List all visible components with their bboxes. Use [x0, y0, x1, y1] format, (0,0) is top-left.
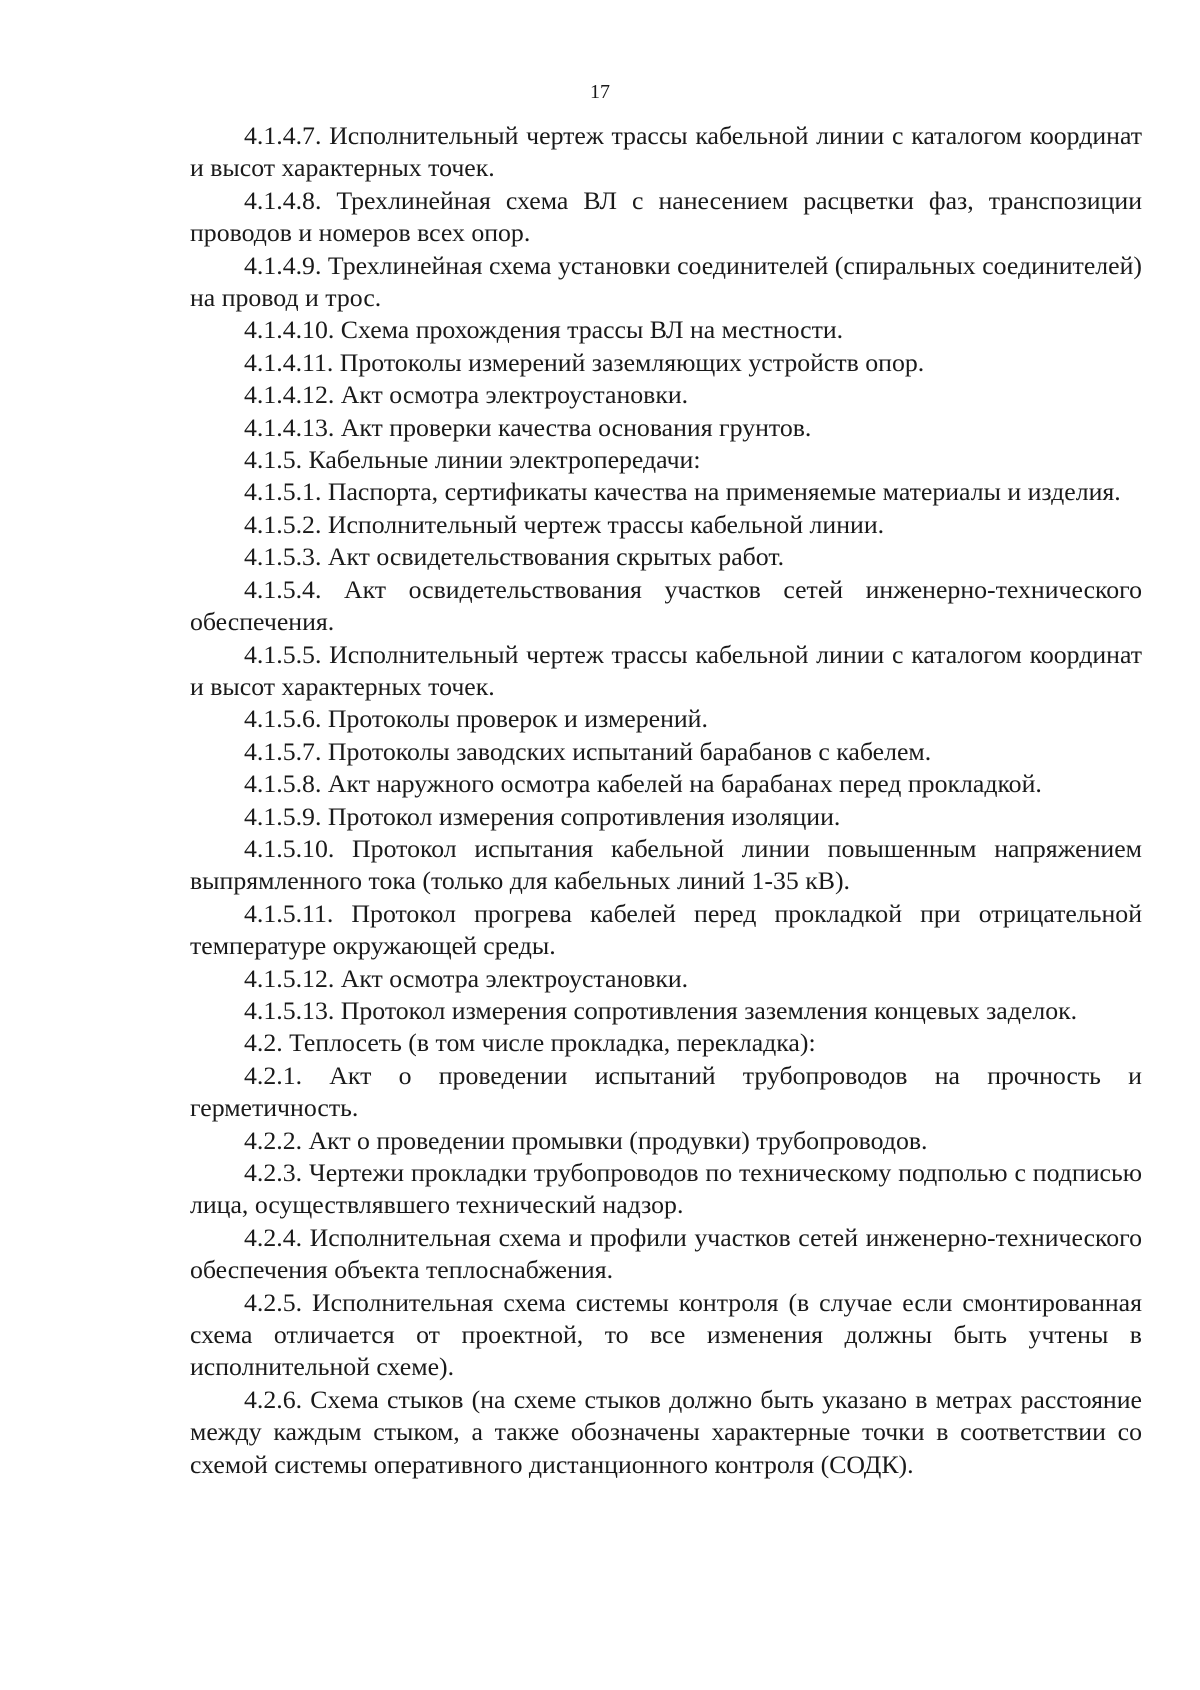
- paragraph-4-1-4-11: 4.1.4.11. Протоколы измерений заземляющих устройств опор.: [244, 347, 925, 377]
- paragraph-4-1-5-7: 4.1.5.7. Протоколы заводских испытаний барабанов с кабелем.: [244, 736, 932, 766]
- paragraph-4-1-5-10: 4.1.5.10. Протокол испытания кабельной линии повышенным напряжением выпрямленного тока (только для кабельных линий 1-35 кВ).: [190, 833, 1142, 896]
- paragraph-4-1-4-7: 4.1.4.7. Исполнительный чертеж трассы кабельной линии с каталогом координат и высот характерных точек.: [190, 121, 1142, 183]
- paragraph-4-1-5-1: 4.1.5.1. Паспорта, сертификаты качества на применяемые материалы и изделия.: [244, 477, 1121, 507]
- paragraph-4-1-4-10: 4.1.4.10. Схема прохождения трассы ВЛ на местности.: [244, 315, 844, 345]
- paragraph-4-1-5-13: 4.1.5.13. Протокол измерения сопротивления заземления концевых заделок.: [244, 995, 1078, 1025]
- paragraph-4-2-4: 4.2.4. Исполнительная схема и профили участков сетей инженерно-технического обеспечения объекта теплоснабжения.: [190, 1222, 1142, 1285]
- paragraph-4-1-5-8: 4.1.5.8. Акт наружного осмотра кабелей на барабанах перед прокладкой.: [244, 769, 1042, 799]
- document-body: [190, 120, 1142, 1481]
- paragraph-4-2-3: 4.2.3. Чертежи прокладки трубопроводов по техническому подполью с подписью лица, осуществлявшего технический надзор.: [190, 1158, 1142, 1220]
- section-heading-4-2: 4.2. Теплосеть (в том числе прокладка, перекладка):: [244, 1028, 816, 1058]
- paragraph-4-1-4-13: 4.1.4.13. Акт проверки качества основания грунтов.: [244, 412, 812, 442]
- paragraph-4-2-5: 4.2.5. Исполнительная схема системы контроля (в случае если смонтированная схема отличается от проектной, то все изменения должны быть учтены в исполнительной схеме).: [190, 1287, 1142, 1382]
- page-number: 17: [590, 81, 610, 103]
- section-heading-4-1-5: 4.1.5. Кабельные линии электропередачи:: [244, 445, 701, 475]
- paragraph-4-1-4-9: 4.1.4.9. Трехлинейная схема установки соединителей (спиральных соединителей) на провод и трос.: [190, 250, 1142, 313]
- paragraph-4-1-5-5: 4.1.5.5. Исполнительный чертеж трассы кабельной линии с каталогом координат и высот характерных точек.: [190, 639, 1142, 701]
- paragraph-4-2-1: 4.2.1. Акт о проведении испытаний трубопроводов на прочность и герметичность.: [190, 1060, 1142, 1123]
- paragraph-4-1-5-12: 4.1.5.12. Акт осмотра электроустановки.: [244, 963, 689, 993]
- paragraph-4-1-5-2: 4.1.5.2. Исполнительный чертеж трассы кабельной линии.: [244, 509, 885, 539]
- paragraph-4-2-2: 4.2.2. Акт о проведении промывки (продувки) трубопроводов.: [244, 1125, 928, 1155]
- paragraph-4-1-5-6: 4.1.5.6. Протоколы проверок и измерений.: [244, 704, 708, 734]
- paragraph-4-1-5-11: 4.1.5.11. Протокол прогрева кабелей перед прокладкой при отрицательной температуре окружающей среды.: [190, 898, 1142, 961]
- paragraph-4-1-5-3: 4.1.5.3. Акт освидетельствования скрытых работ.: [244, 542, 785, 572]
- paragraph-4-1-5-4: 4.1.5.4. Акт освидетельствования участков сетей инженерно-технического обеспечения.: [190, 574, 1142, 637]
- paragraph-4-2-6: 4.2.6. Схема стыков (на схеме стыков должно быть указано в метрах расстояние между каждым стыком, а также обозначены характерные точки в соответствии со схемой системы оперативного дистанционного контроля (СОДК).: [190, 1384, 1142, 1479]
- paragraph-4-1-4-12: 4.1.4.12. Акт осмотра электроустановки.: [244, 380, 689, 410]
- paragraph-4-1-5-9: 4.1.5.9. Протокол измерения сопротивления изоляции.: [244, 801, 841, 831]
- paragraph-4-1-4-8: 4.1.4.8. Трехлинейная схема ВЛ с нанесением расцветки фаз, транспозиции проводов и номеров всех опор.: [190, 185, 1142, 248]
